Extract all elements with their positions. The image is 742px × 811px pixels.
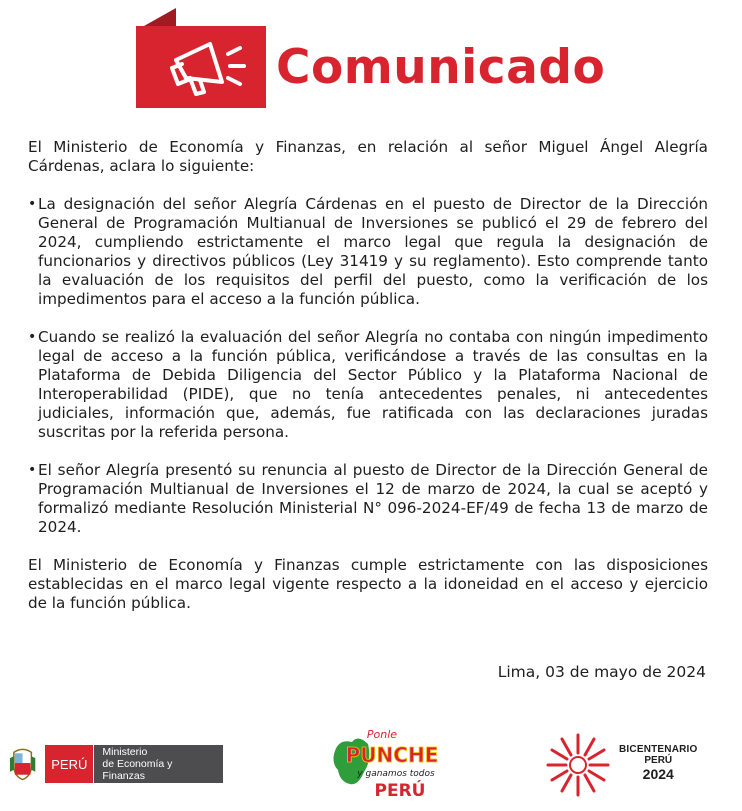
- bicentenario-line: PERÚ: [644, 755, 673, 766]
- peru-label: PERÚ: [45, 745, 93, 783]
- bullet-icon: •: [28, 329, 37, 345]
- document-date: Lima, 03 de mayo de 2024: [497, 663, 706, 681]
- list-item-text: La designación del señor Alegría Cárdenas en el puesto de Director de la Dirección General de Programación Multianual de Inversiones se publicó el 29 de febrero del 2024, cumpliendo estrictamente el marco legal que regula la designación de funcionarios y directivos públicos (Ley 31419 y su reglamento). Esto comprende tanto la evaluación de los requisitos del perfil del puesto, como la verificación de los impedimentos para el acceso a la función pública.: [38, 195, 708, 308]
- punche-text: Ponle: [366, 728, 398, 741]
- intro-paragraph: El Ministerio de Economía y Finanzas, en relación al señor Miguel Ángel Alegría Cárdenas, aclara lo siguiente:: [28, 138, 708, 175]
- bullet-icon: •: [28, 196, 37, 212]
- list-item-text: El señor Alegría presentó su renuncia al puesto de Director de la Dirección General de Programación Multianual de Inversiones el 12 de marzo de 2024, la cual se aceptó y formalizó mediante Resolución Ministerial N° 096-2024-EF/49 de fecha 13 de marzo de 2024.: [38, 461, 708, 536]
- ministry-line: Ministerio: [102, 746, 148, 758]
- coat-of-arms-icon: [8, 744, 37, 784]
- punche-peru-logo: [328, 724, 446, 804]
- ministry-line: de Economía y Finanzas: [102, 758, 173, 782]
- ministry-name: [93, 745, 223, 783]
- header: [0, 0, 742, 120]
- punche-text: y ganamos todos: [357, 769, 435, 779]
- list-item: [28, 328, 708, 442]
- megaphone-badge: [136, 8, 266, 108]
- bicentenario-text: [619, 744, 698, 782]
- punche-text: PERÚ: [374, 781, 426, 801]
- closing-paragraph: El Ministerio de Economía y Finanzas cumple estrictamente con las disposiciones establecidas en el marco legal vigente respecto a la idoneidad en el acceso y ejercicio de la función pública.: [28, 556, 708, 612]
- list-item: [28, 461, 708, 537]
- bicentenario-year: 2024: [642, 766, 674, 782]
- footer-logos: [0, 718, 742, 811]
- bicentenario-logo: [545, 732, 705, 798]
- document-body: [28, 138, 708, 632]
- bicentenario-emblem-icon: [545, 732, 611, 798]
- list-item: [28, 195, 708, 309]
- ministry-logo: [8, 742, 223, 786]
- bullet-icon: •: [28, 462, 37, 478]
- list-item-text: Cuando se realizó la evaluación del señor Alegría no contaba con ningún impedimento legal de acceso a la función pública, verificándose a través de las consultas en la Plataforma de Debida Diligencia del Sector Público y la Plataforma Nacional de Interoperabilidad (PIDE), que no tenía antecedentes penales, ni antecedentes judiciales, información que, además, fue ratificada con las declaraciones juradas suscritas por la referida persona.: [38, 328, 708, 441]
- bicentenario-line: BICENTENARIO: [619, 744, 698, 755]
- page-title: Comunicado: [276, 40, 606, 95]
- punche-text: PUNCHE: [345, 743, 439, 767]
